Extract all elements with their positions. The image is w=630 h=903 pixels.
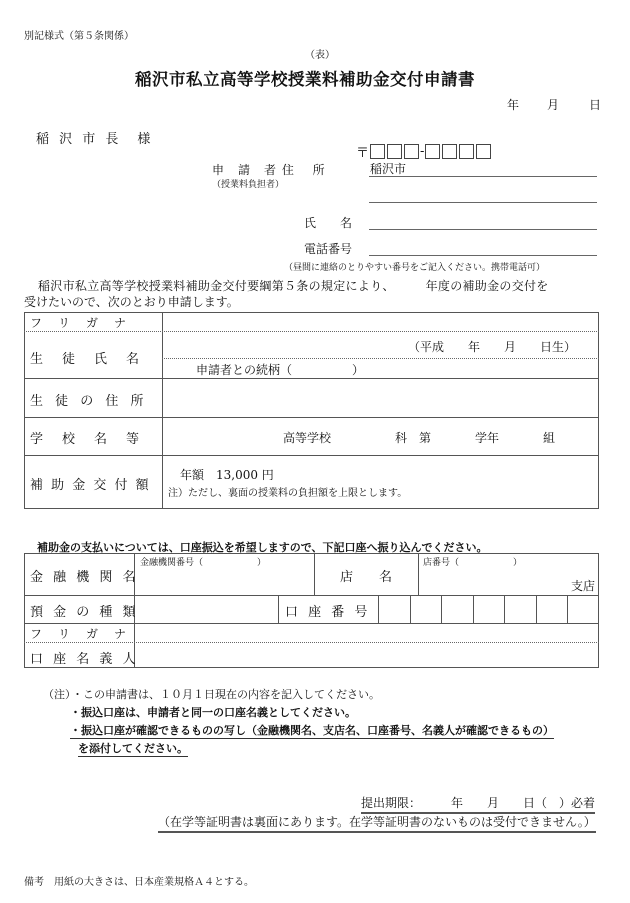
postal-digit-box[interactable]	[404, 144, 419, 159]
date-month: 月	[547, 98, 560, 112]
addressee: 稲 沢 市 長 様	[36, 132, 154, 147]
postal-digit-box[interactable]	[442, 144, 457, 159]
postal-digit-box[interactable]	[476, 144, 491, 159]
applicant-name-label: 氏 名	[304, 216, 353, 230]
branch-suffix: 支店	[570, 579, 595, 593]
table-divider	[162, 312, 163, 509]
table-divider	[24, 595, 599, 596]
deposit-type-label: 預 金 の 種 類	[30, 605, 139, 620]
postal-mark: 〒	[356, 146, 370, 161]
account-digit-box[interactable]	[568, 597, 598, 622]
student-relation: 申請者との続柄（ ）	[196, 363, 365, 377]
applicant-address-line2-input[interactable]	[369, 186, 597, 203]
submission-deadline: 提出期限： 年 月 日（ ）必着	[361, 794, 595, 814]
applicant-address-value: 稲沢市	[370, 162, 407, 176]
paper-size-remark: 備考 用紙の大きさは、日本産業規格Ａ４とする。	[24, 877, 254, 888]
applicant-phone-label: 電話番号	[304, 242, 353, 256]
postal-code-field[interactable]	[356, 141, 493, 161]
student-address-label: 生 徒 の 住 所	[30, 394, 148, 409]
branch-name-input[interactable]	[420, 555, 597, 594]
student-address-input[interactable]	[164, 380, 597, 416]
school-input[interactable]	[164, 419, 597, 454]
table-divider	[24, 378, 599, 379]
form-reference: 別記様式（第５条関係）	[24, 31, 134, 42]
account-holder-input[interactable]	[136, 644, 597, 666]
account-digit-box[interactable]	[505, 597, 535, 622]
deposit-type-input[interactable]	[136, 597, 277, 622]
branch-code: 店番号（ ）	[423, 558, 523, 568]
student-furigana-input[interactable]	[164, 313, 597, 330]
table-divider	[418, 553, 419, 595]
class-suffix: 組	[543, 431, 556, 445]
intro-line-2: 受けたいので、次のとおり申請します。	[24, 295, 239, 309]
student-name-label: 生 徒 氏 名	[30, 352, 143, 367]
table-divider	[278, 595, 279, 623]
school-label: 学 校 名 等	[30, 432, 143, 447]
bank-code: 金融機関番号（ ）	[140, 558, 267, 568]
applicant-address-label: 申 請 者 住 所	[212, 163, 326, 177]
bank-name-input[interactable]	[136, 555, 313, 594]
postal-digit-box[interactable]	[459, 144, 474, 159]
table-divider	[24, 642, 599, 643]
postal-digit-box[interactable]	[387, 144, 402, 159]
notes-prefix: （注）	[43, 688, 76, 701]
side-label: （表）	[305, 50, 335, 61]
table-divider	[24, 455, 599, 456]
account-digit-box[interactable]	[411, 597, 440, 622]
account-digit-box[interactable]	[379, 597, 409, 622]
postal-digit-box[interactable]	[425, 144, 440, 159]
applicant-phone-input[interactable]	[369, 239, 597, 256]
subsidy-amount-label: 補 助 金 交 付 額	[30, 478, 151, 493]
applicant-address-input[interactable]	[369, 160, 597, 177]
note-item: ・振込口座が確認できるものの写し（金融機関名、支店名、口座番号、名義人が確認できるもの）	[70, 724, 554, 737]
certificate-note: （在学等証明書は裏面にあります。在学等証明書のないものは受付できません。）	[158, 813, 596, 833]
branch-name-label: 店 名	[340, 570, 393, 585]
applicant-address-sublabel: （授業料負担者）	[212, 180, 285, 190]
bank-name-label: 金 融 機 関 名	[30, 570, 139, 585]
page-title: 稲沢市私立高等学校授業料補助金交付申請書	[135, 70, 475, 89]
account-holder-label: 口 座 名 義 人	[30, 652, 139, 667]
account-number-label: 口 座 番 号	[285, 605, 371, 620]
student-relation-input[interactable]	[164, 359, 597, 377]
table-divider	[314, 553, 315, 595]
account-digit-box[interactable]	[442, 597, 472, 622]
date-day: 日	[589, 98, 602, 112]
date-year: 年	[507, 98, 520, 112]
table-divider	[24, 331, 599, 332]
note-item: ・振込口座は、申請者と同一の口座名義としてください。	[70, 706, 356, 719]
postal-dash: -	[420, 144, 425, 159]
department-suffix: 科 第	[395, 431, 432, 445]
postal-digit-box[interactable]	[370, 144, 385, 159]
holder-furigana-label: フ リ ガ ナ	[30, 627, 129, 641]
student-furigana-label: フ リ ガ ナ	[30, 316, 129, 330]
account-digit-box[interactable]	[474, 597, 503, 622]
subsidy-amount-note: 注）ただし、裏面の授業料の負担額を上限とします。	[168, 488, 408, 499]
school-suffix: 高等学校	[283, 431, 332, 445]
note-item: を添付してください。	[78, 742, 188, 755]
holder-furigana-input[interactable]	[136, 624, 597, 641]
grade-suffix: 学年	[475, 431, 500, 445]
student-name-input[interactable]	[164, 333, 597, 357]
bank-intro: 補助金の支払いについては、口座振込を希望しますので、下記口座へ振り込んでください。	[37, 541, 488, 554]
table-divider	[24, 417, 599, 418]
intro-line-1: 稲沢市私立高等学校授業料補助金交付要綱第５条の規定により、 年度の補助金の交付を	[38, 279, 549, 293]
account-digit-box[interactable]	[537, 597, 566, 622]
student-birthdate: （平成 年 月 日生）	[408, 340, 577, 354]
note-item: ・この申請書は、１０月１日現在の内容を記入してください。	[72, 688, 380, 701]
subsidy-amount-value: 年額 13,000 円	[180, 468, 274, 482]
phone-note: （昼間に連絡のとりやすい番号をご記入ください。携帯電話可）	[284, 263, 546, 273]
applicant-name-input[interactable]	[369, 213, 597, 230]
